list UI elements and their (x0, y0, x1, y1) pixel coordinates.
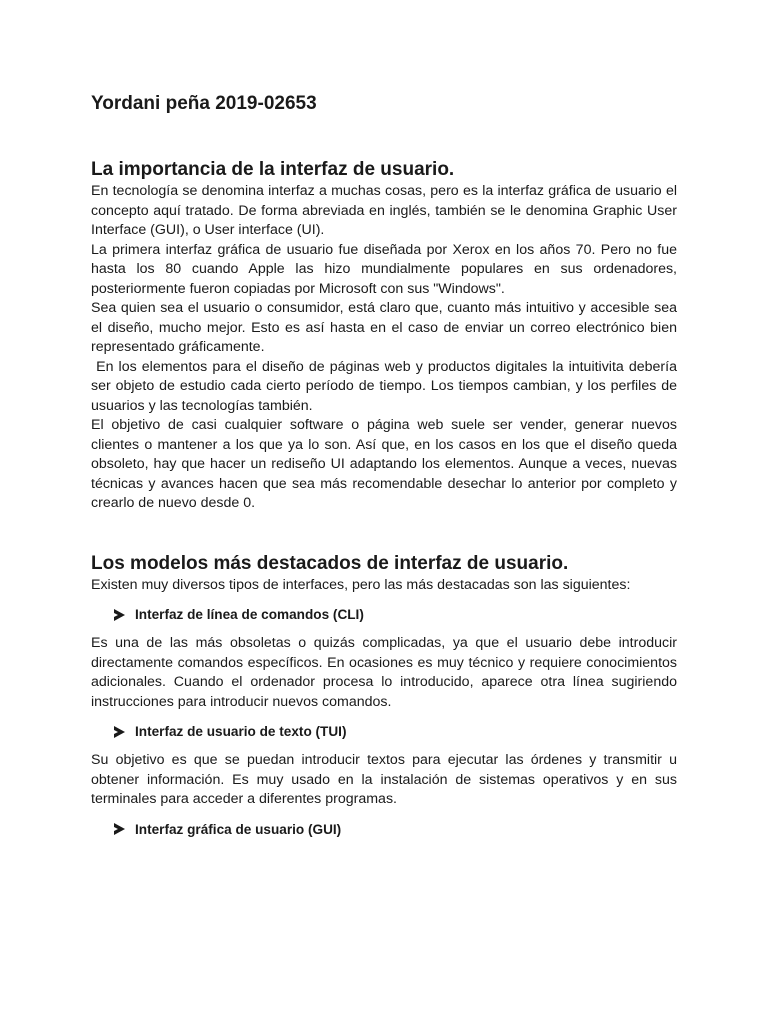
document-page (91, 92, 681, 849)
paragraph: Es una de las más obsoletas o quizás complicadas, ya que el usuario debe introducir directamente comandos específicos. En ocasiones es muy técnico y requiere conocimientos adicionales. Cuando el ordenador procesa lo introducido, aparece otra línea sugiriendo instrucciones para introducir nuevos comandos. (91, 635, 677, 710)
list-item-heading-text: Interfaz de usuario de texto (TUI) (135, 724, 347, 739)
section-title-importance: La importancia de la interfaz de usuario. (91, 159, 455, 180)
paragraph: La primera interfaz gráfica de usuario fue diseñada por Xerox en los años 70. Pero no fue hasta los 80 cuando Apple las hizo mundialmente populares en sus ordenadores, posteriormente fueron copiadas por Microsoft con sus "Windows". (91, 241, 677, 297)
list-item-heading-gui (114, 820, 677, 839)
paragraph-intro: Existen muy diversos tipos de interfaces, pero las más destacadas son las siguientes: (91, 576, 631, 593)
arrowhead-bullet-icon (114, 609, 125, 621)
list-item-heading-cli (114, 605, 677, 624)
paragraph: En los elementos para el diseño de páginas web y productos digitales la intuitivita debería ser objeto de estudio cada cierto período de tiempo. Los tiempos cambian, y los perfiles de usuarios y las tecnologías también. (91, 358, 681, 414)
list-item-heading-text: Interfaz de línea de comandos (CLI) (135, 607, 364, 622)
list-item-heading-text: Interfaz gráfica de usuario (GUI) (135, 821, 342, 837)
arrowhead-bullet-icon (114, 823, 125, 835)
paragraph: Sea quien sea el usuario o consumidor, está claro que, cuanto más intuitivo y accesible sea el diseño, mucho mejor. Esto es así hasta en el caso de enviar un correo electrónico bien representado gráficamente. (91, 300, 677, 355)
author-heading: Yordani peña 2019-02653 (91, 93, 317, 114)
arrowhead-bullet-icon (114, 726, 125, 738)
paragraph: El objetivo de casi cualquier software o página web suele ser vender, generar nuevos clientes o mantener a los que ya lo son. Así que, en los casos en los que el diseño queda obsoleto, hay que hacer un rediseño UI adaptando los elementos. Aunque a veces, nuevas técnicas y avances hacen que sea más recomendable desechar lo anterior por completo y crearlo de nuevo desde 0. (91, 417, 677, 511)
section-title-models: Los modelos más destacados de interfaz de usuario. (91, 552, 569, 574)
list-item-heading-tui (114, 722, 677, 741)
paragraph: Su objetivo es que se puedan introducir textos para ejecutar las órdenes y transmitir u obtener información. Es muy usado en la instalación de sistemas operativos y en sus terminales para acceder a diferentes programas. (91, 752, 677, 807)
paragraph: En tecnología se denomina interfaz a muchas cosas, pero es la interfaz gráfica de usuario el concepto aquí tratado. De forma abreviada en inglés, también se le denomina Graphic User Interface (GUI), o User interface (UI). (91, 183, 677, 238)
